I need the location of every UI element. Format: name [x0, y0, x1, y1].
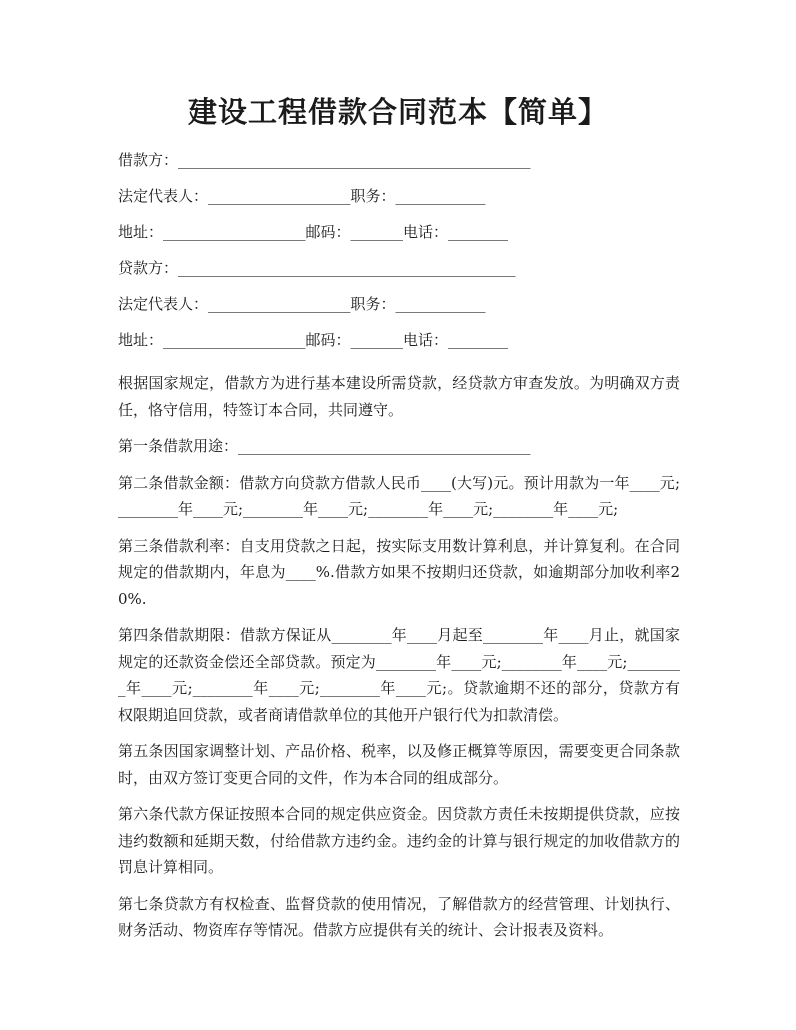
borrower-address-field: 地址：___________________邮码：_______电话：________ [118, 223, 509, 241]
article-6-paragraph: 第六条代款方保证按照本合同的规定供应资金。因贷款方责任未按期提供贷款，应按违约数额和延期天数，付给借款方违约金。违约金的计算与银行规定的加收借款方的罚息计算相同。 [118, 805, 680, 876]
lender-field: 贷款方：_____________________________________________ [118, 259, 516, 277]
article-5-paragraph: 第五条因国家调整计划、产品价格、税率，以及修正概算等原因，需要变更合同条款时，由双方签订变更合同的文件，作为本合同的组成部分。 [118, 742, 680, 787]
lender-address-field: 地址：___________________邮码：_______电话：________ [118, 331, 509, 349]
borrower-representative-field: 法定代表人：___________________职务：____________ [118, 187, 486, 205]
article-1-paragraph: 第一条借款用途：_______________________________________ [118, 437, 531, 455]
article-7-paragraph: 第七条贷款方有权检查、监督贷款的使用情况，了解借款方的经营管理、计划执行、财务活动、物资库存等情况。借款方应提供有关的统计、会计报表及资料。 [118, 894, 680, 939]
borrower-field: 借款方：_______________________________________________ [118, 151, 531, 169]
article-3-paragraph: 第三条借款利率：自支用贷款之日起，按实际支用数计算利息，并计算复利。在合同规定的借款期内，年息为____%.借款方如果不按期归还贷款，如逾期部分加收利率20%. [118, 536, 680, 608]
lender-representative-field: 法定代表人：___________________职务：____________ [118, 295, 486, 313]
preamble-paragraph: 根据国家规定，借款方为进行基本建设所需贷款，经贷款方审查发放。为明确双方责任，恪守信用，特签订本合同，共同遵守。 [118, 374, 680, 419]
document-body [118, 146, 680, 944]
article-2-paragraph: 第二条借款金额：借款方向贷款方借款人民币____(大写)元。预计用款为一年____元;________年____元;________年____元;________年____元;________年____元; [118, 473, 680, 518]
document-title: 建设工程借款合同范本【简单】 [187, 95, 608, 129]
article-4-paragraph: 第四条借款期限：借款方保证从________年____月起至________年____月止，就国家规定的还款资金偿还全部贷款。预定为________年____元;________年____元;________年____元;________年____元;________年____元;。贷款逾期不还的部分，贷款方有权限期追回贷款，或者商请借款单位的其他开户银行代为扣款清偿。 [118, 626, 680, 724]
